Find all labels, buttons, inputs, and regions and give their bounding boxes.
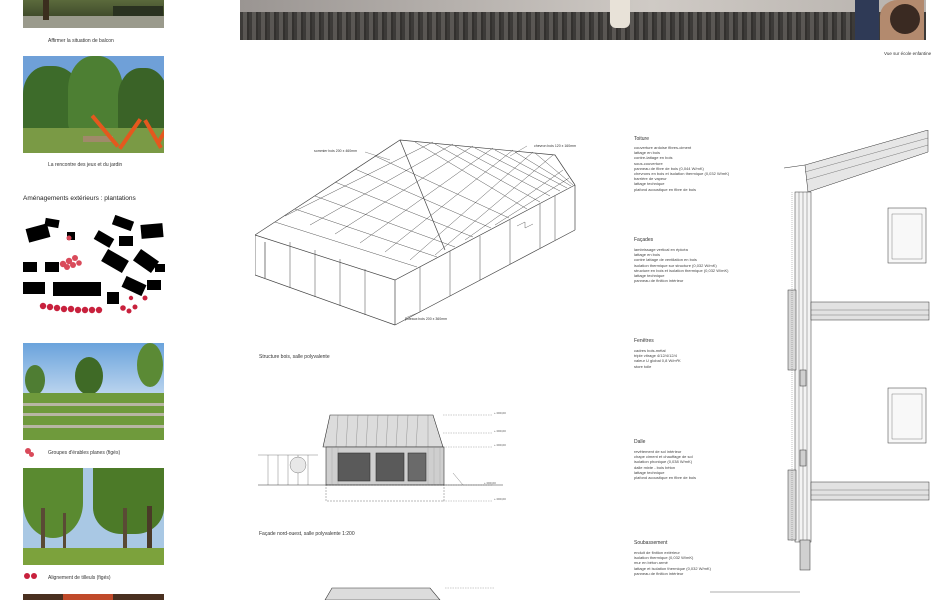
spec-item: mur en béton armé bbox=[634, 560, 668, 566]
spec-item: panneau de finition intérieur bbox=[634, 570, 684, 576]
spec-item: barrière de vapeur bbox=[634, 176, 667, 182]
caption-facade: Façade nord-ouest, salle polyvalente 1:200 bbox=[259, 531, 355, 537]
planting-plan bbox=[23, 214, 165, 316]
spec-title-slab: Dalle bbox=[634, 439, 646, 445]
section-heading-plantations: Aménagements extérieurs : plantations bbox=[23, 195, 136, 202]
spec-item: store toile bbox=[634, 363, 652, 369]
spec-item: chape ciment et chauffage de sol bbox=[634, 454, 693, 460]
balcony-photo bbox=[23, 0, 164, 28]
spec-item: lattage en bois bbox=[634, 252, 661, 258]
spec-item: valeur U global 0,8 W/m²K bbox=[634, 358, 681, 364]
second-elevation-drawing bbox=[320, 582, 510, 600]
spec-item: contre lattage de ventilation en bois bbox=[634, 257, 697, 263]
maple-groups-photo bbox=[23, 343, 164, 440]
level-2: + 000,00 bbox=[494, 429, 506, 433]
spec-item: couverture ardoise fibres-ciment bbox=[634, 145, 692, 150]
spec-title-roof: Toiture bbox=[634, 136, 650, 142]
spec-title-facades: Façades bbox=[634, 237, 654, 243]
garden-photo bbox=[23, 56, 164, 153]
bottom-photo bbox=[23, 594, 164, 600]
label-chevron: chevron bois 120 x 160mm bbox=[534, 144, 577, 148]
caption-structure: Structure bois, salle polyvalente bbox=[259, 354, 330, 360]
spec-item: panneau de fibre de bois (0,044 W/mK) bbox=[634, 165, 704, 171]
level-5: + 000,00 bbox=[494, 497, 506, 501]
lime-alignment-photo bbox=[23, 468, 164, 565]
spec-item: sous-couverture bbox=[634, 160, 663, 166]
spec-item: isolation thermique (0,032 W/mK) bbox=[634, 555, 694, 561]
level-3: + 000,00 bbox=[494, 443, 506, 447]
spec-item: isolation thermique sur structure (0,032 W/mK) bbox=[634, 262, 717, 268]
spec-item: contre-lattage en bois bbox=[634, 155, 673, 161]
lime-legend-icon bbox=[24, 573, 30, 579]
spec-item: lattage en bois bbox=[634, 150, 661, 156]
spec-title-windows: Fenêtres bbox=[634, 338, 654, 344]
label-poteau: poteaux bois 200 x 360mm bbox=[405, 317, 448, 321]
spec-item: structure en bois et isolation thermique (0,032 W/mK) bbox=[634, 267, 729, 273]
maple-group-legend-icon-2 bbox=[29, 452, 34, 457]
spec-item: plafond acoustique en fibre de bois bbox=[634, 475, 697, 481]
spec-item: enduit de finition extérieur bbox=[634, 550, 680, 555]
level-4: + 000,00 bbox=[484, 481, 496, 485]
spec-item: panneau de finition intérieur bbox=[634, 278, 684, 284]
label-sommier: sommier bois 200 x 460mm bbox=[314, 149, 357, 153]
level-1: + 000,00 bbox=[494, 411, 506, 415]
legend-groups: Groupes d'érables planes (figés) bbox=[48, 450, 121, 456]
wall-section-detail bbox=[700, 130, 930, 600]
spec-item: lattage technique bbox=[634, 273, 665, 279]
spec-slab bbox=[634, 439, 696, 480]
lime-legend-icon-2 bbox=[31, 573, 37, 579]
spec-item: plafond acoustique en fibre de bois bbox=[634, 186, 697, 192]
spec-item: lattage technique bbox=[634, 469, 665, 475]
caption-balcony: Affirmer la situation de balcon bbox=[48, 38, 114, 44]
spec-item: chevrons en bois et isolation thermique (0,032 W/mK) bbox=[634, 171, 730, 177]
structure-axonometric-drawing bbox=[255, 130, 585, 340]
top-banner-photo bbox=[240, 0, 926, 40]
spec-title-basement: Soubassement bbox=[634, 540, 668, 546]
spec-item: dalle mixte - bois béton bbox=[634, 464, 676, 470]
spec-item: isolation phonique (0,038 W/mK) bbox=[634, 459, 693, 465]
caption-top-right: Vue sur école enfantine bbox=[884, 51, 932, 56]
spec-item: lattage technique bbox=[634, 181, 665, 187]
caption-garden: La rencontre des jeux et du jardin bbox=[48, 162, 123, 168]
spec-item: triple vitrage 4/12/4/12/4 bbox=[634, 353, 677, 359]
spec-item: cadres bois-métal bbox=[634, 348, 666, 353]
spec-windows bbox=[634, 338, 681, 369]
spec-item: lambrissage vertical en épicéa bbox=[634, 247, 688, 252]
legend-alignment: Alignement de tilleuls (figés) bbox=[48, 575, 111, 581]
facade-elevation-drawing bbox=[258, 405, 508, 515]
spec-item: lattage et isolation thermique (0,032 W/mK) bbox=[634, 565, 711, 571]
spec-item: revêtement de sol intérieur bbox=[634, 449, 682, 454]
